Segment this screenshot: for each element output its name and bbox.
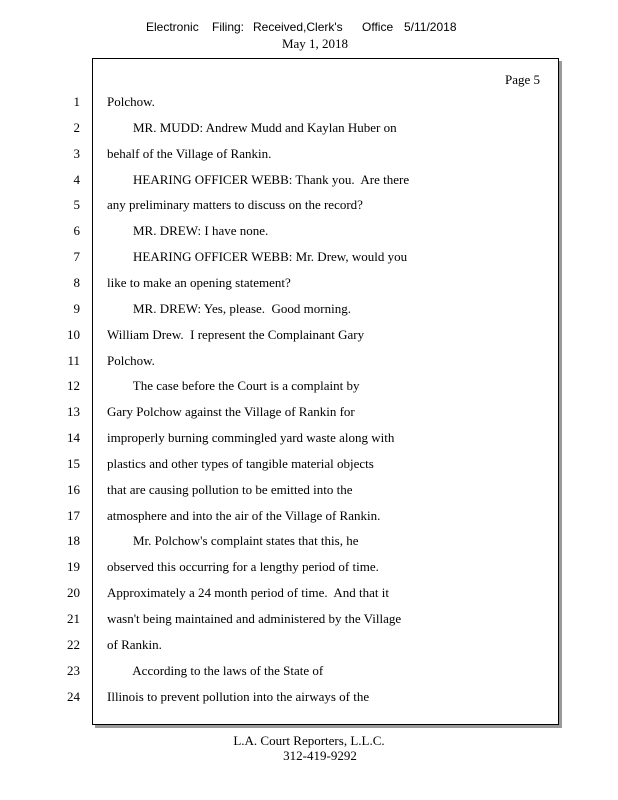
- transcript-line-text: MR. DREW: I have none.: [107, 223, 269, 238]
- footer-company: L.A. Court Reporters, L.L.C.: [233, 733, 385, 748]
- line-number: 18: [67, 533, 80, 548]
- line-number: 12: [67, 378, 80, 393]
- line-number: 20: [67, 585, 80, 600]
- line-number: 9: [73, 301, 80, 316]
- transcript-line-text: According to the laws of the State of: [107, 663, 324, 678]
- line-number: 14: [67, 430, 80, 445]
- filing-stamp-word: Office: [362, 20, 394, 34]
- page-number-label: Page 5: [504, 72, 540, 87]
- transcript-line-text: MR. DREW: Yes, please. Good morning.: [107, 301, 351, 316]
- line-number: 17: [67, 508, 80, 523]
- transcript-line-text: HEARING OFFICER WEBB: Mr. Drew, would you: [107, 249, 408, 264]
- transcript-line-text: wasn't being maintained and administered by the Village: [107, 611, 402, 626]
- line-number: 10: [67, 327, 80, 342]
- transcript-line-text: observed this occurring for a lengthy period of time.: [107, 559, 379, 574]
- line-number: 7: [73, 249, 80, 264]
- transcript-line-text: Mr. Polchow's complaint states that this, he: [107, 533, 359, 548]
- line-number: 1: [73, 94, 80, 109]
- transcript-line-text: Polchow.: [107, 94, 155, 109]
- transcript-line-text: any preliminary matters to discuss on the record?: [107, 197, 363, 212]
- filing-stamp-word: Filing:: [212, 20, 245, 34]
- footer-phone: 312-419-9292: [283, 748, 357, 763]
- line-number: 11: [67, 353, 80, 368]
- line-number: 23: [67, 663, 80, 678]
- transcript-line-text: that are causing pollution to be emitted into the: [107, 482, 353, 497]
- transcript-line-text: atmosphere and into the air of the Village of Rankin.: [107, 508, 381, 523]
- transcript-line-text: plastics and other types of tangible material objects: [107, 456, 374, 471]
- transcript-line-text: of Rankin.: [107, 637, 162, 652]
- transcript-line-text: Illinois to prevent pollution into the airways of the: [107, 689, 370, 704]
- line-number: 2: [73, 120, 80, 135]
- line-number: 15: [67, 456, 80, 471]
- line-number: 6: [73, 223, 80, 238]
- line-number: 24: [67, 689, 80, 704]
- line-number: 22: [67, 637, 80, 652]
- line-number: 21: [67, 611, 80, 626]
- transcript-line-text: William Drew. I represent the Complainant Gary: [107, 327, 365, 342]
- transcript-line-text: like to make an opening statement?: [107, 275, 291, 290]
- filing-stamp-date: 5/11/2018: [404, 20, 457, 34]
- transcript-line-text: improperly burning commingled yard waste along with: [107, 430, 395, 445]
- hearing-date: May 1, 2018: [281, 36, 349, 51]
- electronic-filing-stamp: [0, 20, 618, 36]
- transcript-line-text: MR. MUDD: Andrew Mudd and Kaylan Huber on: [107, 120, 397, 135]
- filing-stamp-word: Electronic: [146, 20, 199, 34]
- transcript-line-text: behalf of the Village of Rankin.: [107, 146, 272, 161]
- line-number: 3: [73, 146, 80, 161]
- line-number: 8: [73, 275, 80, 290]
- filing-stamp-word: Received,Clerk's: [253, 20, 343, 34]
- transcript-line-text: The case before the Court is a complaint by: [107, 378, 360, 393]
- transcript-line-text: Approximately a 24 month period of time. And that it: [107, 585, 389, 600]
- line-number: 19: [67, 559, 80, 574]
- line-number: 13: [67, 404, 80, 419]
- transcript-line-text: Gary Polchow against the Village of Rankin for: [107, 404, 355, 419]
- line-number: 16: [67, 482, 80, 497]
- line-number: 5: [73, 197, 80, 212]
- line-number: 4: [73, 172, 80, 187]
- transcript-line-text: Polchow.: [107, 353, 155, 368]
- transcript-line-text: HEARING OFFICER WEBB: Thank you. Are there: [107, 172, 410, 187]
